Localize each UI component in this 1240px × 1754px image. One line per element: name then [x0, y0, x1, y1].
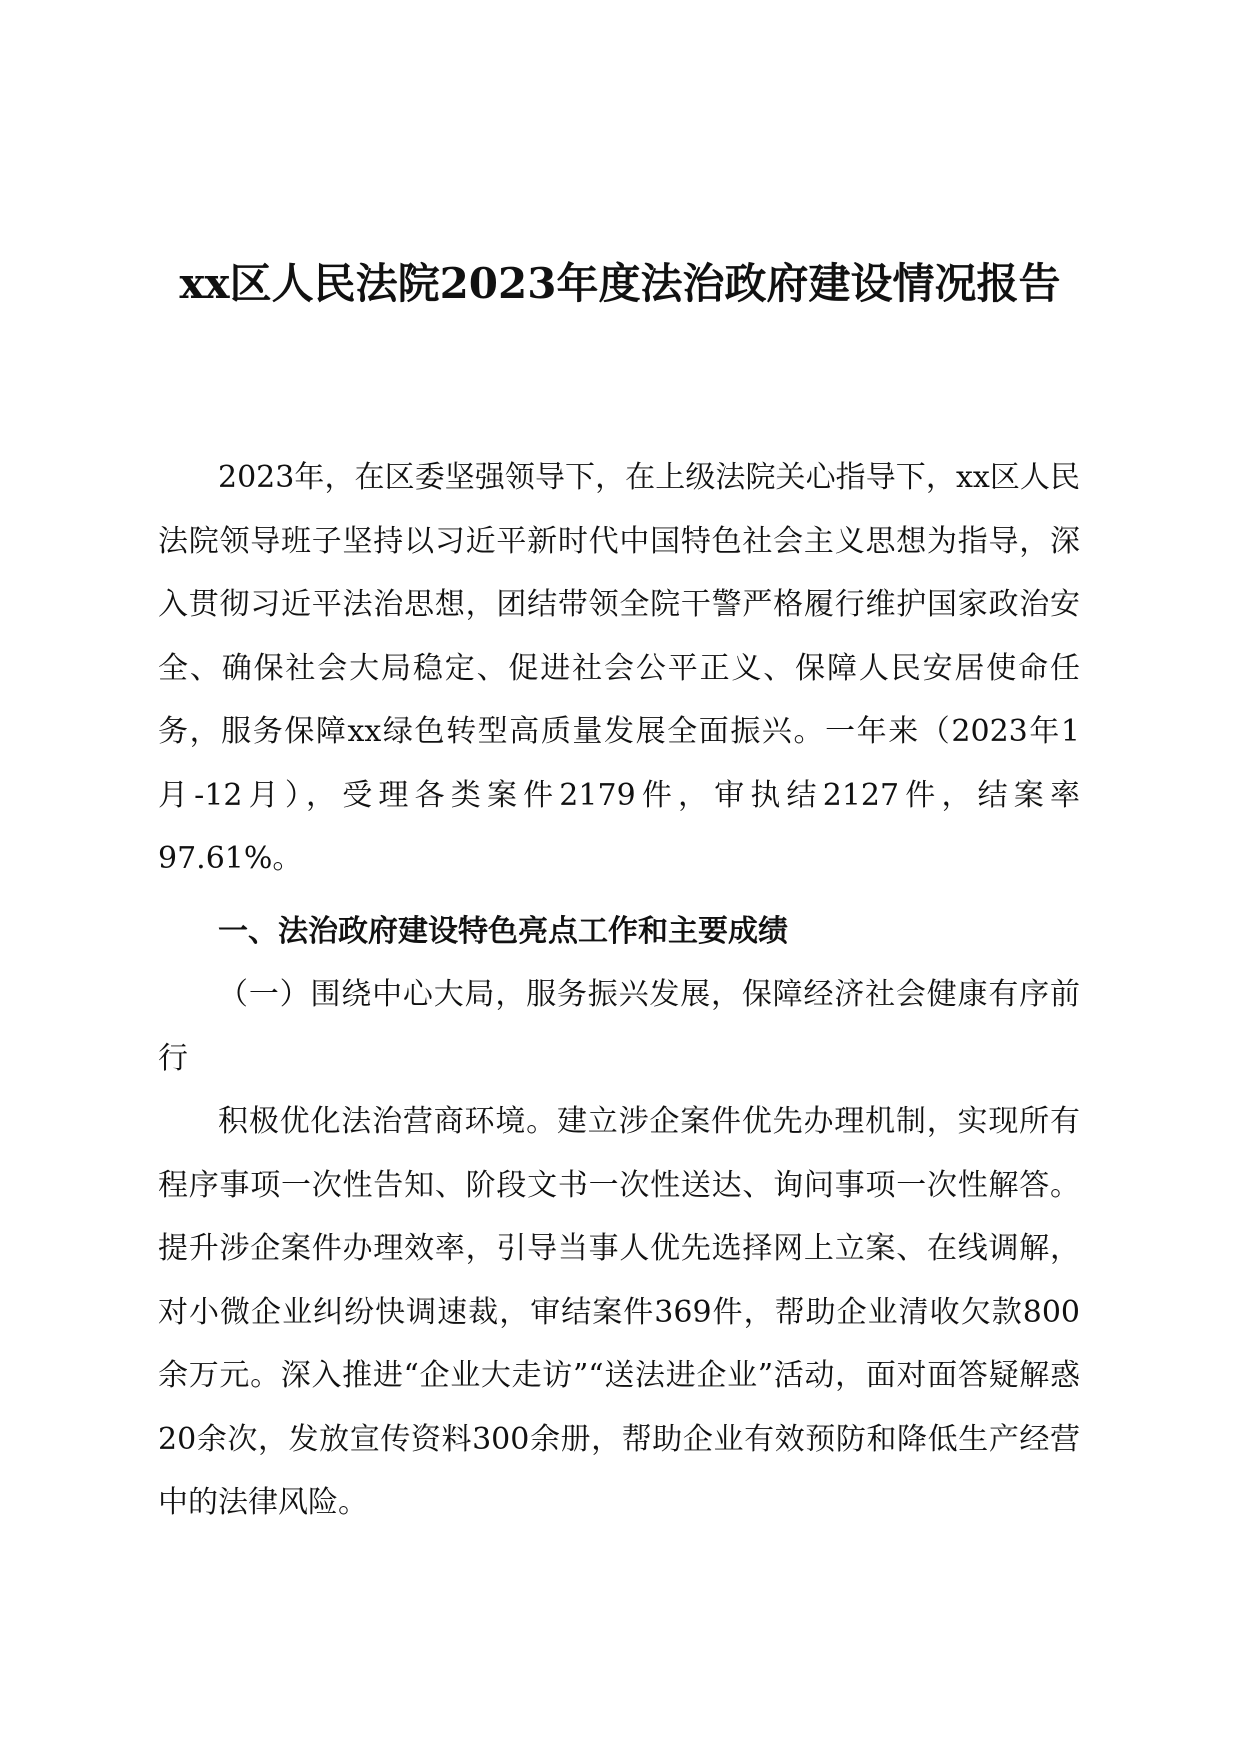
- body-paragraph: [158, 1090, 1080, 1535]
- document-title: xx区人民法院2023年度法治政府建设情况报告: [179, 259, 1061, 308]
- intro-paragraph: [158, 446, 1080, 891]
- body-paragraph-text: 积极优化法治营商环境。建立涉企案件优先办理机制，实现所有程序事项一次性告知、阶段文书一次性送达、询问事项一次性解答。提升涉企案件办理效率，引导当事人优先选择网上立案、在线调解，对小微企业纠纷快调速裁，审结案件369件，帮助企业清收欠款800余万元。深入推进“企业大走访”“送法进企业”活动，面对面答疑解惑20余次，发放宣传资料300余册，帮助企业有效预防和降低生产经营中的法律风险。: [158, 1104, 1080, 1520]
- intro-text: 2023年，在区委坚强领导下，在上级法院关心指导下，xx区人民法院领导班子坚持以习近平新时代中国特色社会主义思想为指导，深入贯彻习近平法治思想，团结带领全院干警严格履行维护国家政治安全、确保社会大局稳定、促进社会公平正义、保障人民安居使命任务，服务保障xx绿色转型高质量发展全面振兴。一年来（2023年1月-12月），受理各类案件2179件，审执结2127件，结案率97.61%。: [158, 460, 1080, 876]
- section-heading: [158, 900, 1080, 964]
- section-subheading-text: （一）围绕中心大局，服务振兴发展，保障经济社会健康有序前行: [158, 977, 1080, 1076]
- section-heading-text: 一、法治政府建设特色亮点工作和主要成绩: [218, 914, 788, 949]
- section-subheading: [158, 963, 1080, 1090]
